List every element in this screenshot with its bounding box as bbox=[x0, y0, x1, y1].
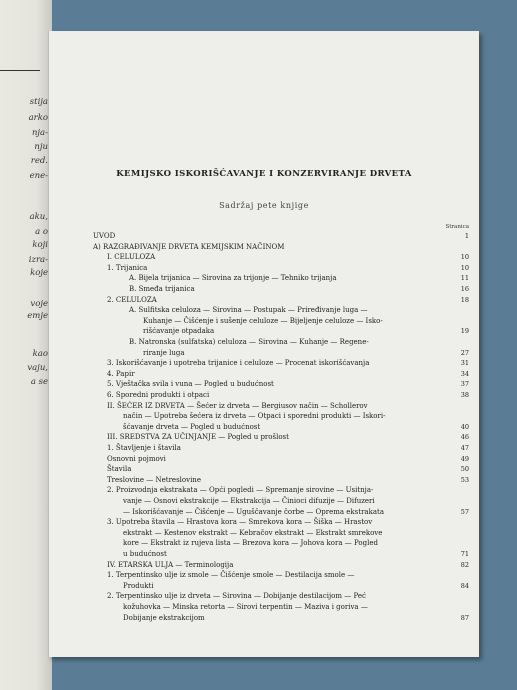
previous-page-fragment: stija bbox=[29, 97, 48, 107]
toc-entry: II. ŠEĆER IZ DRVETA — Šećer iz drveta — Bergiusov način — Schollerov bbox=[107, 401, 368, 410]
toc-page-number: 57 bbox=[460, 507, 469, 516]
previous-page-fragment: koji bbox=[32, 240, 48, 250]
toc-entry: u budućnost bbox=[123, 550, 167, 558]
toc-entry: 3. Iskorišćavanje i upotreba trijanice i celuloze — Procenat iskorišćavanja bbox=[107, 359, 370, 368]
toc-entry: 3. Upotreba štavila — Hrastova kora — Smrekova kora — Šiška — Hrastov bbox=[107, 518, 373, 527]
toc-page-number: 47 bbox=[460, 444, 469, 452]
toc-page-number: 82 bbox=[460, 560, 469, 569]
toc-entry: IV. ETARSKA ULJA — Terminologija bbox=[107, 560, 234, 569]
previous-page-fragment: aku, bbox=[29, 212, 48, 222]
previous-page-fragment: vaju, bbox=[27, 363, 48, 373]
toc-page-number: 11 bbox=[460, 274, 469, 283]
toc-page-number: 10 bbox=[460, 263, 469, 272]
toc-page-number: 50 bbox=[460, 465, 469, 474]
toc-entry: šćavanje drveta — Pogled u budućnost bbox=[123, 422, 261, 431]
toc-entry: III. SREDSTVA ZA UČINJANJE — Pogled u prošlost bbox=[107, 433, 289, 442]
toc-page-number: 10 bbox=[460, 253, 469, 262]
toc-entry: 4. Papir bbox=[107, 369, 135, 378]
toc-entry: 2. CELULOZA bbox=[107, 295, 157, 304]
book-page bbox=[48, 31, 479, 657]
previous-page-fragment: nja- bbox=[31, 128, 48, 138]
toc-entry: Dobijanje ekstrakcijom bbox=[123, 613, 205, 622]
toc-entry: Štavila bbox=[107, 465, 132, 474]
toc-entry: A. Bijela trijanica — Sirovina za trijonje — Tehniko trijanja bbox=[129, 274, 337, 283]
toc-entry: Produkti bbox=[123, 581, 154, 590]
previous-page-fragment: ene- bbox=[29, 171, 48, 181]
toc-entry: 1. Terpentinsko ulje iz smole — Čišćenje smole — Destilacija smole — bbox=[107, 571, 355, 580]
page-subtitle: Sadržaj pete knjige bbox=[219, 201, 309, 210]
previous-page-rule bbox=[0, 70, 40, 71]
toc-entry: način — Upotreba šećera iz drveta — Otpaci i sporedni produkti — Iskori- bbox=[123, 412, 386, 421]
previous-page-fragment: nju bbox=[34, 142, 48, 152]
toc-entry: kožuhovka — Minska retorta — Sirovi terpentin — Maziva i goriva — bbox=[123, 603, 368, 611]
toc-entry: A. Sulfitska celuloza — Sirovina — Postupak — Priređivanje luga — bbox=[129, 306, 368, 315]
toc-page-number: 37 bbox=[460, 380, 469, 389]
toc-page-number: 34 bbox=[460, 369, 469, 378]
toc-page-number: 31 bbox=[460, 359, 469, 368]
toc-entry: ekstrakt — Kestenov ekstrakt — Kebračov ekstrakt — Ekstrakt smrekove bbox=[123, 528, 383, 537]
toc-page-number: 27 bbox=[460, 348, 469, 357]
toc-page-number: 16 bbox=[460, 285, 469, 293]
toc-page-number: 84 bbox=[460, 581, 469, 590]
toc-page-number: 87 bbox=[460, 613, 469, 622]
toc-page-number: 40 bbox=[460, 422, 469, 431]
toc-page-number: 38 bbox=[460, 391, 469, 399]
toc-page-number: 19 bbox=[460, 327, 469, 336]
toc-entry: 1. Trijanica bbox=[107, 263, 148, 272]
toc-entry: Osnovni pojmovi bbox=[107, 454, 166, 463]
toc-page-number: 53 bbox=[460, 475, 469, 484]
toc-entry: UVOD bbox=[93, 232, 116, 240]
toc-entry: 5. Vještačka svila i vuna — Pogled u budućnost bbox=[107, 380, 274, 389]
toc-entry: B. Natronska (sulfatska) celuloza — Sirovina — Kuhanje — Regene- bbox=[129, 338, 369, 346]
page-title: KEMIJSKO ISKORIŠĆAVANJE I KONZERVIRANJE DRVETA bbox=[116, 169, 412, 179]
previous-page-fragment: a o bbox=[35, 227, 48, 237]
previous-page-fragment: kao bbox=[32, 349, 48, 359]
toc-entry: kore — Ekstrakt iz rujeva lista — Brezova kora — Johova kora — Pogled bbox=[123, 539, 378, 548]
previous-page-fragment: izra- bbox=[28, 255, 48, 265]
previous-page-fragment: a se bbox=[30, 377, 48, 387]
previous-page-fragment: koje bbox=[30, 268, 48, 278]
toc-entry: 2. Terpentinsko ulje iz drveta — Sirovina — Dobijanje destilacijom — Peć bbox=[107, 592, 366, 601]
toc-page-number: 49 bbox=[460, 454, 469, 463]
toc-entry: riranje luga bbox=[143, 348, 185, 357]
toc-entry: 1. Štavljenje i štavila bbox=[107, 444, 181, 452]
previous-page-fragment: arko bbox=[28, 113, 48, 123]
toc-entry: 6. Sporedni produkti i otpaci bbox=[107, 391, 210, 399]
toc-entry: 2. Proizvodnja ekstrakata — Opći pogledi — Spremanje sirovine — Usitnja- bbox=[107, 486, 374, 495]
previous-page-edge bbox=[0, 0, 52, 690]
toc-page-number: 1 bbox=[464, 232, 469, 240]
page-column-header: Stranica bbox=[445, 224, 469, 230]
toc-entry: A) RAZGRAĐIVANJE DRVETA KEMIJSKIM NAČINOM bbox=[93, 242, 285, 251]
toc-page-number: 71 bbox=[460, 550, 469, 558]
toc-entry: rišćavanje otpadaka bbox=[143, 327, 215, 336]
table-of-contents bbox=[49, 31, 479, 657]
toc-entry: — Iskorišćavanje — Čišćenje — Uguščavanje čorbe — Oprema ekstrakata bbox=[123, 507, 384, 516]
toc-entry: Kuhanje — Čišćenje i sušenje celuloze — Bijeljenje celuloze — Isko- bbox=[143, 316, 383, 325]
previous-page-fragment: red. bbox=[30, 156, 48, 166]
toc-entry: B. Smeđa trijanica bbox=[129, 285, 195, 293]
toc-entry: Treslovine — Netreslovine bbox=[107, 475, 201, 484]
previous-page-fragment: voje bbox=[30, 299, 48, 309]
previous-page-fragment: emje bbox=[27, 311, 48, 321]
toc-page-number: 46 bbox=[460, 433, 469, 442]
toc-entry: I. CELULOZA bbox=[107, 253, 156, 262]
toc-page-number: 18 bbox=[460, 295, 469, 304]
toc-entry: vanje — Osnovi ekstrakcije — Ekstrakcija — Činioci difuzije — Difuzeri bbox=[123, 497, 375, 505]
